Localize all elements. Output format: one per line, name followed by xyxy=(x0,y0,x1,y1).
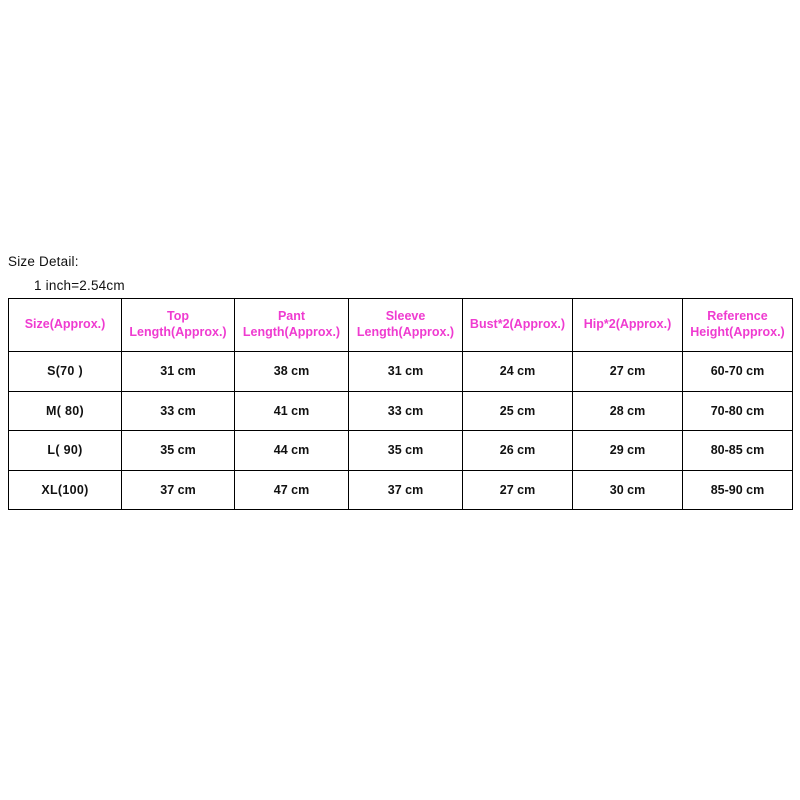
inch-conversion-note: 1 inch=2.54cm xyxy=(34,278,125,293)
column-header-top-length-line1: Top xyxy=(167,309,189,324)
cell-bust-xl: 27 cm xyxy=(463,470,573,510)
cell-sleeve-length-s: 31 cm xyxy=(349,352,463,392)
cell-pant-length-m: 41 cm xyxy=(235,391,349,431)
cell-size-xl: XL(100) xyxy=(9,470,122,510)
cell-size-m: M( 80) xyxy=(9,391,122,431)
column-header-hip xyxy=(573,299,683,352)
column-header-reference-height xyxy=(683,299,793,352)
column-header-sleeve-length-line1: Sleeve xyxy=(385,309,426,324)
cell-top-length-xl: 37 cm xyxy=(122,470,235,510)
cell-pant-length-xl: 47 cm xyxy=(235,470,349,510)
cell-reference-height-m: 70-80 cm xyxy=(683,391,793,431)
cell-bust-m: 25 cm xyxy=(463,391,573,431)
size-table-header xyxy=(9,299,793,352)
cell-reference-height-s: 60-70 cm xyxy=(683,352,793,392)
column-header-pant-length-line2: Length(Approx.) xyxy=(242,325,341,339)
column-header-size xyxy=(9,299,122,352)
cell-pant-length-s: 38 cm xyxy=(235,352,349,392)
column-header-hip-line1: Hip*2(Approx.) xyxy=(583,317,672,332)
cell-hip-m: 28 cm xyxy=(573,391,683,431)
cell-hip-xl: 30 cm xyxy=(573,470,683,510)
cell-size-l: L( 90) xyxy=(9,431,122,471)
table-row xyxy=(9,352,793,392)
size-table-container xyxy=(8,298,792,510)
column-header-pant-length-line1: Pant xyxy=(277,309,306,324)
cell-top-length-s: 31 cm xyxy=(122,352,235,392)
cell-top-length-m: 33 cm xyxy=(122,391,235,431)
table-row xyxy=(9,391,793,431)
cell-bust-l: 26 cm xyxy=(463,431,573,471)
cell-sleeve-length-m: 33 cm xyxy=(349,391,463,431)
column-header-sleeve-length xyxy=(349,299,463,352)
cell-pant-length-l: 44 cm xyxy=(235,431,349,471)
cell-hip-l: 29 cm xyxy=(573,431,683,471)
column-header-bust xyxy=(463,299,573,352)
cell-size-s: S(70 ) xyxy=(9,352,122,392)
cell-bust-s: 24 cm xyxy=(463,352,573,392)
column-header-sleeve-length-line2: Length(Approx.) xyxy=(356,325,455,339)
column-header-reference-height-line2: Height(Approx.) xyxy=(690,325,785,339)
cell-hip-s: 27 cm xyxy=(573,352,683,392)
column-header-reference-height-line1: Reference xyxy=(707,309,768,324)
column-header-top-length-line2: Length(Approx.) xyxy=(129,325,227,339)
table-row xyxy=(9,470,793,510)
size-table-body xyxy=(9,352,793,510)
cell-reference-height-xl: 85-90 cm xyxy=(683,470,793,510)
column-header-pant-length xyxy=(235,299,349,352)
cell-sleeve-length-xl: 37 cm xyxy=(349,470,463,510)
table-row xyxy=(9,431,793,471)
column-header-size-line1: Size(Approx.) xyxy=(24,317,106,332)
size-detail-title: Size Detail: xyxy=(8,254,79,269)
cell-top-length-l: 35 cm xyxy=(122,431,235,471)
table-header-row xyxy=(9,299,793,352)
size-table xyxy=(8,298,793,510)
cell-reference-height-l: 80-85 cm xyxy=(683,431,793,471)
column-header-bust-line1: Bust*2(Approx.) xyxy=(469,317,566,332)
column-header-top-length xyxy=(122,299,235,352)
cell-sleeve-length-l: 35 cm xyxy=(349,431,463,471)
